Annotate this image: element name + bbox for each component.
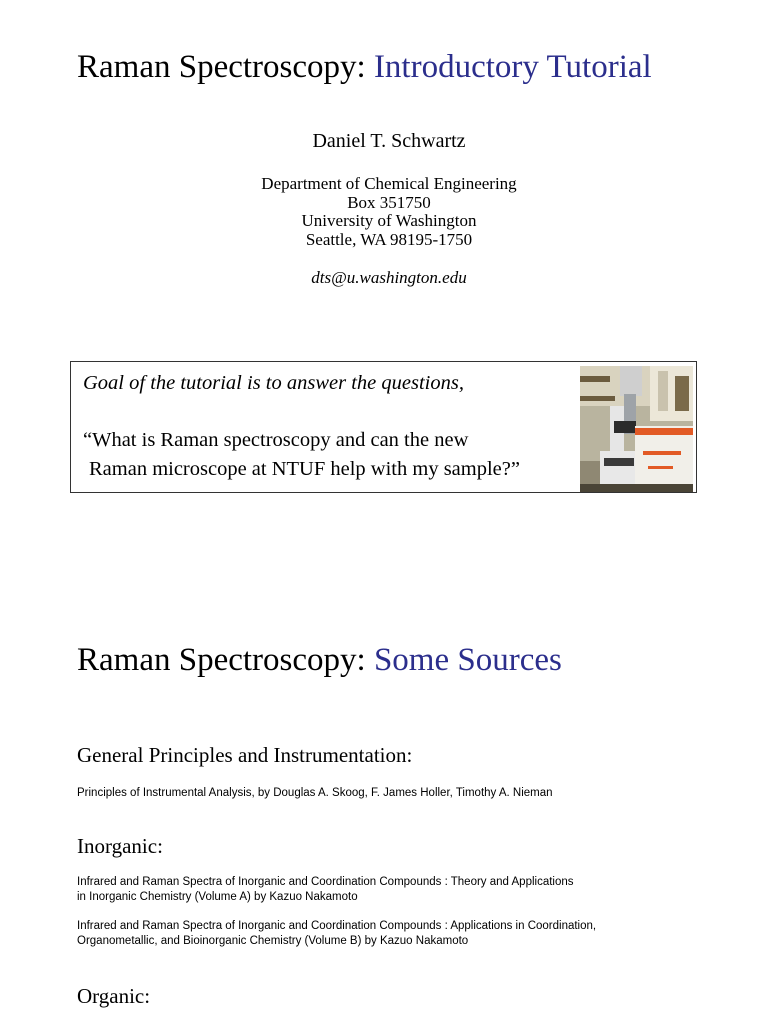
author-email: dts@u.washington.edu [311,268,467,287]
author-address [0,175,768,249]
author-name: Daniel T. Schwartz [312,130,466,152]
address-line: Box 351750 [347,192,431,212]
section-heading-general: General Principles and Instrumentation: [77,743,413,767]
reference-entry [77,875,574,905]
section-heading-organic: Organic: [77,984,151,1008]
reference-line: Infrared and Raman Spectra of Inorganic and Coordination Compounds : Applications in Coordination, [77,920,597,932]
slide-2-title-prefix: Raman Spectroscopy: [77,642,366,678]
slide-2-title-accent: Some Sources [373,642,562,678]
reference-line: Principles of Instrumental Analysis, by Douglas A. Skoog, F. James Holler, Timothy A. Nieman [77,787,553,799]
reference-entry [77,919,596,949]
goal-box [70,361,697,493]
goal-question-line-2: Raman microscope at NTUF help with my sample?” [89,458,520,480]
slide-1-title-prefix: Raman Spectroscopy: [77,49,366,85]
slide-1-title-accent: Introductory Tutorial [373,49,652,85]
address-line: Seattle, WA 98195-1750 [305,229,473,249]
reference-entry [77,786,553,801]
raman-microscope-photo [580,366,693,492]
reference-line: Infrared and Raman Spectra of Inorganic and Coordination Compounds : Theory and Applications [77,876,574,888]
reference-line: Organometallic, and Bioinorganic Chemistry (Volume B) by Kazuo Nakamoto [77,935,469,947]
goal-lead-text: Goal of the tutorial is to answer the questions, [83,372,464,394]
section-heading-inorganic: Inorganic: [77,834,163,858]
reference-line: in Inorganic Chemistry (Volume A) by Kazuo Nakamoto [77,891,358,903]
slide-1-title [77,47,652,87]
address-line: University of Washington [301,211,477,230]
slide-2-title [77,640,562,680]
goal-question-line-1: “What is Raman spectroscopy and can the new [83,429,469,451]
address-line: Department of Chemical Engineering [261,174,517,193]
